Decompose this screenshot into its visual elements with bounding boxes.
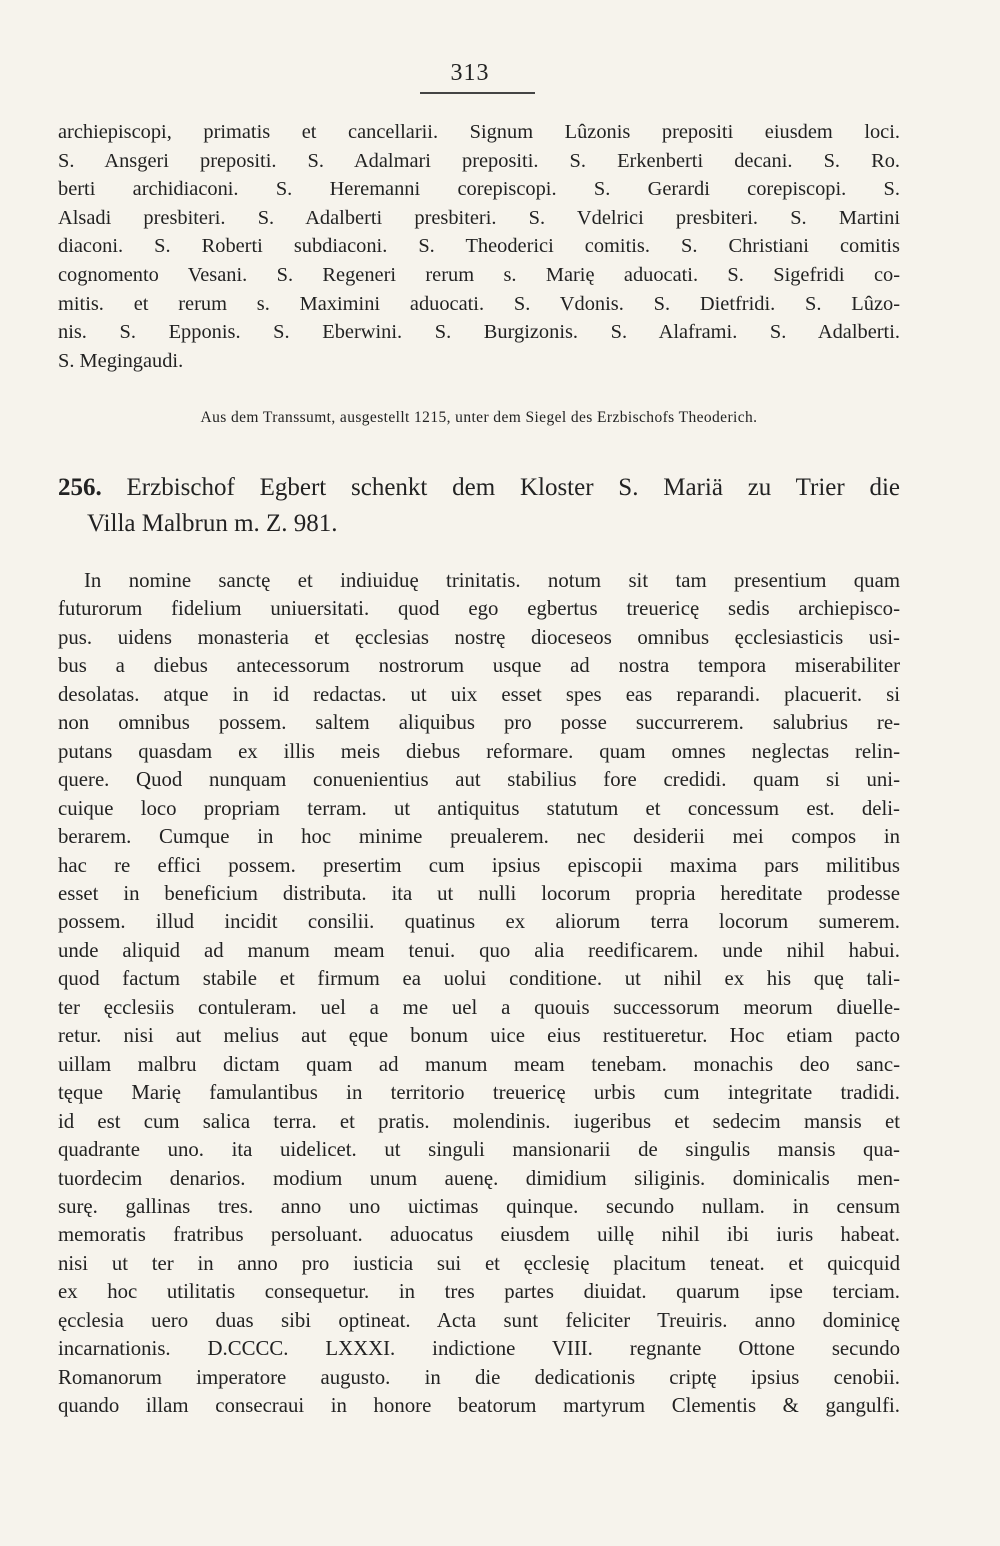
charter-line: quando illam consecraui in honore beatorum martyrum Clementis & gangulfi.	[58, 1394, 900, 1418]
charter-line: pus. uidens monasteria et ęcclesias nostrę dioceseos omnibus ęcclesiasticis usi-	[58, 625, 900, 649]
witness-line: S. Megingaudi.	[58, 349, 184, 372]
page-number: 313	[450, 60, 490, 86]
page-number-rule	[420, 92, 535, 94]
witness-line: archiepiscopi, primatis et cancellarii. Signum Lûzonis prepositi eiusdem loci.	[58, 121, 900, 143]
charter-line: nisi ut ter in anno pro iusticia sui et ęcclesię placitum teneat. et quicquid	[58, 1251, 900, 1275]
document-heading	[58, 470, 900, 542]
witness-line: berti archidiaconi. S. Heremanni corepiscopi. S. Gerardi corepiscopi. S.	[58, 178, 900, 201]
charter-line: tuordecim denarios. modium unum auenę. dimidium siliginis. dominicalis men-	[58, 1166, 900, 1190]
charter-line: ęcclesia uero duas sibi optineat. Acta sunt feliciter Treuiris. anno dominicę	[58, 1308, 900, 1332]
charter-line: incarnationis. D.CCCC. LXXXI. indictione VIII. regnante Ottone secundo	[58, 1337, 900, 1361]
charter-text	[58, 567, 900, 1421]
charter-line: id est cum salica terra. et pratis. molendinis. iugeribus et sedecim mansis et	[58, 1109, 900, 1133]
charter-line: bus a diebus antecessorum nostrorum usque ad nostra tempora miserabiliter	[58, 654, 900, 678]
charter-line: putans quasdam ex illis meis diebus reformare. quam omnes neglectas relin-	[58, 739, 900, 763]
charter-line: unde aliquid ad manum meam tenui. quo alia reedificarem. unde nihil habui.	[58, 938, 900, 962]
charter-line: possem. illud incidit consilii. quatinus ex aliorum terra locorum sumerem.	[58, 910, 900, 934]
charter-line: uillam malbru dictam quam ad manum meam tenebam. monachis deo sanc-	[58, 1052, 900, 1076]
charter-line: surę. gallinas tres. anno uno uictimas quinque. secundo nullam. in censum	[58, 1194, 900, 1218]
charter-line: hac re effici possem. presertim cum ipsius episcopii maxima pars militibus	[58, 853, 900, 877]
heading-title: Erzbischof Egbert schenkt dem Kloster S. Mariä zu Trier die	[126, 474, 900, 501]
witness-line: nis. S. Epponis. S. Eberwini. S. Burgizonis. S. Alaframi. S. Adalberti.	[58, 321, 900, 344]
heading-line-2: Villa Malbrun m. Z. 981.	[87, 510, 338, 537]
charter-line: tęque Marię famulantibus in territorio treuericę urbis cum integritate tradidi.	[58, 1081, 900, 1105]
charter-line: futurorum fidelium uniuersitati. quod ego egbertus treuericę sedis archiepisco-	[58, 597, 900, 621]
charter-line: retur. nisi aut melius aut ęque bonum uice eius restitueretur. Hoc etiam pacto	[58, 1024, 900, 1048]
charter-line: esset in beneficium distributa. ita ut nulli locorum propria hereditate prodesse	[58, 881, 900, 905]
charter-line: berarem. Cumque in hoc minime preualerem. nec desiderii mei compos in	[58, 825, 900, 849]
witness-line: S. Ansgeri prepositi. S. Adalmari prepositi. S. Erkenberti decani. S. Ro.	[58, 149, 900, 172]
charter-line: quod factum stabile et firmum ea uolui conditione. ut nihil ex his quę tali-	[58, 967, 900, 991]
charter-line: desolatas. atque in id redactas. ut uix esset spes eas reparandi. placuerit. si	[58, 682, 900, 706]
charter-line: ex hoc utilitatis consequetur. in tres partes diuidat. quarum ipse terciam.	[58, 1280, 900, 1304]
witness-line: mitis. et rerum s. Maximini aduocati. S. Vdonis. S. Dietfridi. S. Lûzo-	[58, 292, 900, 315]
document-number: 256.	[58, 474, 102, 501]
witness-line: diaconi. S. Roberti subdiaconi. S. Theoderici comitis. S. Christiani comitis	[58, 235, 900, 258]
witness-line: cognomento Vesani. S. Regeneri rerum s. Marię aduocati. S. Sigefridi co-	[58, 263, 900, 286]
charter-line: cuique loco propriam terram. ut antiquitus statutum et concessum est. deli-	[58, 796, 900, 820]
charter-line: Romanorum imperatore augusto. in die dedicationis criptę ipsius cenobii.	[58, 1365, 900, 1389]
heading-line-1	[58, 470, 900, 506]
charter-line: memoratis fratribus persoluant. aduocatus eiusdem uillę nihil ibi iuris habeat.	[58, 1223, 900, 1247]
source-note: Aus dem Transsumt, ausgestellt 1215, unter dem Siegel des Erzbischofs Theoderich.	[200, 409, 758, 426]
witness-list	[58, 118, 900, 375]
charter-line: quere. Quod nunquam conuenientius aut stabilius fore credidi. quam si uni-	[58, 768, 900, 792]
charter-line: non omnibus possem. saltem aliquibus pro posse succurrerem. salubrius re-	[58, 711, 900, 735]
witness-line: Alsadi presbiteri. S. Adalberti presbiteri. S. Vdelrici presbiteri. S. Martini	[58, 206, 900, 229]
charter-line: In nomine sanctę et indiuiduę trinitatis. notum sit tam presentium quam	[84, 569, 900, 592]
charter-line: quadrante uno. ita uidelicet. ut singuli mansionarii de singulis mansis qua-	[58, 1138, 900, 1162]
charter-line: ter ęcclesiis contuleram. uel a me uel a quouis successorum meorum diuelle-	[58, 995, 900, 1019]
